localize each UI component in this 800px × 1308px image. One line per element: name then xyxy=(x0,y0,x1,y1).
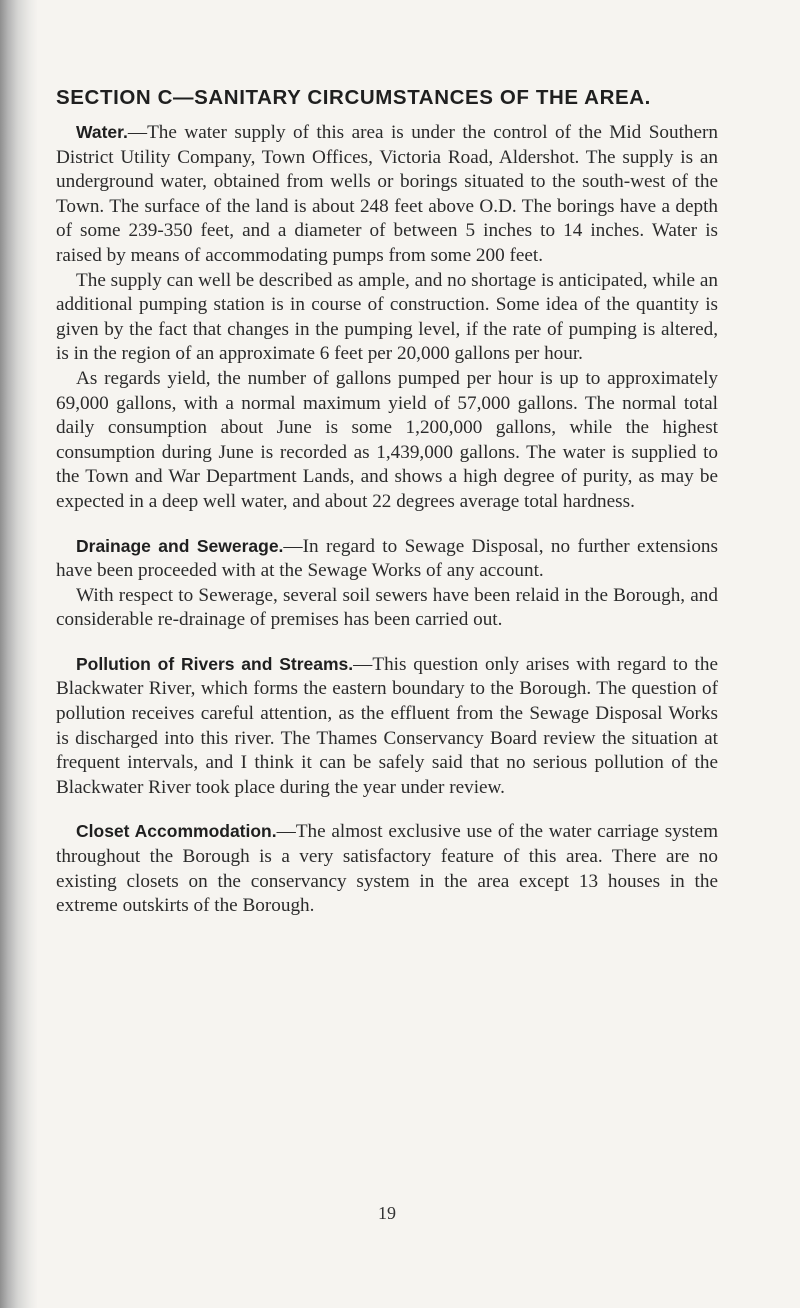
drainage-text-1: —In regard to Sewage Disposal, no further extensions have been proceeded with at the Sewage Works of any account. xyxy=(56,535,718,582)
water-paragraph-3: As regards yield, the number of gallons pumped per hour is up to approximately 69,000 gallons, with a normal maximum yield of 57,000 gallons. The normal total daily consumption about June is some 1,200,000 gallons, while the highest consumption during June is recorded as 1,439,000 gallons. The water is supplied to the Town and War Department Lands, and shows a high degree of purity, as may be expected in a deep well water, and about 22 degrees average total hardness. xyxy=(56,367,718,512)
drainage-section xyxy=(56,534,718,633)
drainage-heading: Drainage and Sewerage. xyxy=(76,535,284,556)
drainage-paragraph-1 xyxy=(56,534,718,584)
page-number: 19 xyxy=(378,1203,396,1223)
closet-paragraph-1 xyxy=(56,819,718,918)
pollution-section xyxy=(56,652,718,801)
closet-heading: Closet Accommodation. xyxy=(76,821,277,842)
water-heading: Water. xyxy=(76,122,128,142)
water-section xyxy=(56,120,718,515)
document-page xyxy=(56,86,719,1223)
section-title: SECTION C—SANITARY CIRCUMSTANCES OF THE AREA. xyxy=(56,86,651,109)
pollution-text-1: —This question only arises with regard to the Blackwater River, which forms the eastern boundary to the Borough. The question of pollution receives careful attention, as the effluent from the Sewage Disposal Works is discharged into this river. The Thames Conservancy Board review the situation at frequent intervals, and I think it can be safely said that no serious pollution of the Blackwater River took place during the year under review. xyxy=(56,653,718,798)
water-paragraph-2: The supply can well be described as ample, and no shortage is anticipated, while an additional pumping station is in course of construction. Some idea of the quantity is given by the fact that changes in the pumping level, if the rate of pumping is altered, is in the region of an approximate 6 feet per 20,000 gallons per hour. xyxy=(56,269,718,365)
water-paragraph-1 xyxy=(56,120,718,269)
closet-section xyxy=(56,819,718,918)
water-text-1: —The water supply of this area is under the control of the Mid Southern District Utility Company, Town Offices, Victoria Road, Aldershot. The supply is an underground water, obtained from wells or borings situated to the south-west of the Town. The surface of the land is about 248 feet above O.D. The borings have a depth of some 239-350 feet, and a diameter of between 5 inches to 14 inches. Water is raised by means of accommodating pumps from some 200 feet. xyxy=(56,122,718,266)
drainage-paragraph-2: With respect to Sewerage, several soil sewers have been relaid in the Borough, and considerable re-drainage of premises has been carried out. xyxy=(56,584,718,631)
pollution-heading: Pollution of Rivers and Streams. xyxy=(76,653,354,674)
closet-text-1: —The almost exclusive use of the water carriage system throughout the Borough is a very satisfactory feature of this area. There are no existing closets on the conservancy system in the area except 13 houses in the extreme outskirts of the Borough. xyxy=(56,821,719,917)
book-spine-shadow xyxy=(0,0,38,1308)
pollution-paragraph-1 xyxy=(56,652,718,801)
